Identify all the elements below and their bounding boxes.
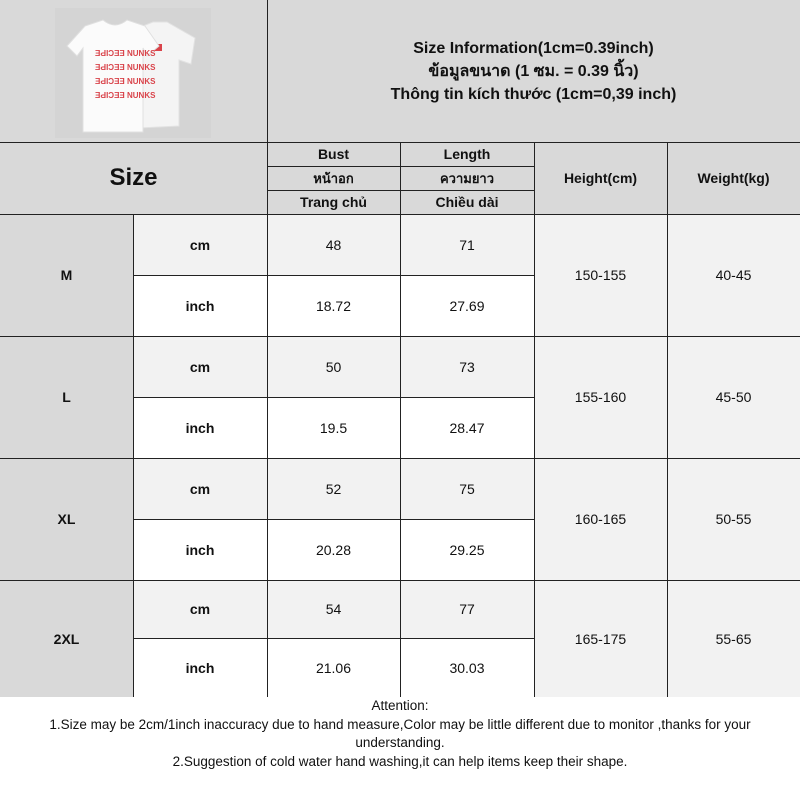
unit-inch-label: inch bbox=[133, 397, 267, 458]
unit-inch-label: inch bbox=[133, 519, 267, 580]
height-value: 150-155 bbox=[534, 214, 667, 336]
height-header: Height(cm) bbox=[534, 142, 667, 214]
grid-line bbox=[534, 142, 535, 697]
unit-inch-label: inch bbox=[133, 275, 267, 336]
grid-line bbox=[667, 142, 668, 697]
unit-cm-label: cm bbox=[133, 458, 267, 519]
weight-header: Weight(kg) bbox=[667, 142, 800, 214]
unit-cm-label: cm bbox=[133, 336, 267, 397]
bust-inch-value: 21.06 bbox=[267, 638, 400, 697]
size-cell-2xl: 2XL bbox=[0, 580, 133, 697]
product-image bbox=[55, 8, 211, 138]
attention-heading: Attention: bbox=[371, 698, 429, 713]
size-cell-l: L bbox=[0, 336, 133, 458]
bust-inch-value: 20.28 bbox=[267, 519, 400, 580]
weight-value: 40-45 bbox=[667, 214, 800, 336]
grid-line bbox=[400, 142, 401, 697]
weight-value: 45-50 bbox=[667, 336, 800, 458]
bust-cm-value: 50 bbox=[267, 336, 400, 397]
bust-cm-value: 52 bbox=[267, 458, 400, 519]
tshirt-illustration bbox=[55, 8, 211, 138]
attention-note-1: 1.Size may be 2cm/1inch inaccuracy due to hand measure,Color may be little different due to monitor ,thanks for your understanding. bbox=[49, 716, 751, 750]
bust-header-en: Bust bbox=[267, 142, 400, 166]
length-cm-value: 71 bbox=[400, 214, 534, 275]
length-inch-value: 29.25 bbox=[400, 519, 534, 580]
grid-line bbox=[133, 638, 534, 639]
bust-inch-value: 19.5 bbox=[267, 397, 400, 458]
grid-line bbox=[133, 397, 534, 398]
size-cell-xl: XL bbox=[0, 458, 133, 580]
length-inch-value: 28.47 bbox=[400, 397, 534, 458]
bust-cm-value: 54 bbox=[267, 580, 400, 638]
height-value: 160-165 bbox=[534, 458, 667, 580]
size-header: Size bbox=[0, 142, 267, 214]
bust-header-th: หน้าอก bbox=[267, 166, 400, 190]
title-thai: ข้อมูลขนาด (1 ซม. = 0.39 นิ้ว) bbox=[428, 62, 639, 80]
length-header-en: Length bbox=[400, 142, 534, 166]
height-value: 155-160 bbox=[534, 336, 667, 458]
unit-inch-label: inch bbox=[133, 638, 267, 697]
grid-line bbox=[267, 0, 268, 697]
bust-cm-value: 48 bbox=[267, 214, 400, 275]
length-inch-value: 30.03 bbox=[400, 638, 534, 697]
grid-line bbox=[133, 519, 534, 520]
length-cm-value: 73 bbox=[400, 336, 534, 397]
size-cell-m: M bbox=[0, 214, 133, 336]
print-text-line-2: ƎԀIƆƎƎ NUNKS bbox=[95, 63, 156, 72]
unit-cm-label: cm bbox=[133, 580, 267, 638]
height-value: 165-175 bbox=[534, 580, 667, 697]
print-text-line-1: ƎԀIƆƎƎ NUNKS bbox=[95, 49, 156, 58]
title-block bbox=[391, 37, 677, 106]
bust-header-vi: Trang chủ bbox=[267, 190, 400, 214]
print-text-line-4: ƎԀIƆƎƎ NUNKS bbox=[95, 91, 156, 100]
weight-value: 55-65 bbox=[667, 580, 800, 697]
unit-cm-label: cm bbox=[133, 214, 267, 275]
length-cm-value: 77 bbox=[400, 580, 534, 638]
attention-note-2: 2.Suggestion of cold water hand washing,it can help items keep their shape. bbox=[172, 753, 628, 769]
length-inch-value: 27.69 bbox=[400, 275, 534, 336]
title-vietnamese: Thông tin kích thước (1cm=0,39 inch) bbox=[390, 85, 677, 103]
size-info-title bbox=[267, 0, 800, 142]
grid-line bbox=[133, 275, 534, 276]
weight-value: 50-55 bbox=[667, 458, 800, 580]
title-english: Size Information(1cm=0.39inch) bbox=[413, 39, 654, 57]
attention-notes bbox=[0, 697, 800, 800]
length-header-th: ความยาว bbox=[400, 166, 534, 190]
length-cm-value: 75 bbox=[400, 458, 534, 519]
grid-line bbox=[133, 214, 134, 697]
print-text-line-3: ƎԀIƆƎƎ NUNKS bbox=[95, 77, 156, 86]
bust-inch-value: 18.72 bbox=[267, 275, 400, 336]
length-header-vi: Chiều dài bbox=[400, 190, 534, 214]
